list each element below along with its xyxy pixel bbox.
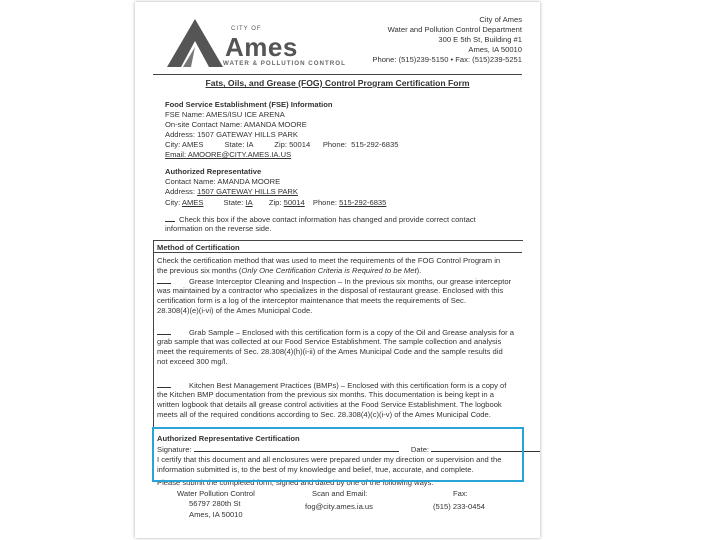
cert-statement-2: information submitted is, to the best of my knowledge and belief, true, accurate, and complete. bbox=[157, 465, 474, 474]
auth-rep-zip-label: Zip: bbox=[268, 198, 282, 207]
auth-rep-city-value: AMES bbox=[181, 198, 204, 207]
fse-city-line: City: AMES State: IA Zip: 50014 Phone: 515-292-6835 bbox=[165, 140, 399, 149]
option-kitchen-bmp-line: the Kitchen BMP documentation from the previous six months. This documentation is being kept in a bbox=[157, 390, 494, 399]
contact-changed-checkbox-line bbox=[165, 214, 476, 224]
submit-mail-title: Water Pollution Control bbox=[177, 489, 255, 498]
cert-heading: Authorized Representative Certification bbox=[157, 434, 300, 443]
option-kitchen-bmp-line: meets all of the required conditions according to Sec. 28.308(4)(c)(i-v) of the Ames Municipal Code. bbox=[157, 410, 491, 419]
certification-highlight bbox=[152, 427, 524, 482]
auth-rep-phone-label: Phone: bbox=[312, 198, 337, 207]
header-address-line: City of Ames bbox=[479, 15, 522, 24]
option-grease-interceptor-line: was maintained by a contractor who specializes in the disposal of restaurant grease. Enclosed with this bbox=[157, 286, 504, 295]
submit-fax-title: Fax: bbox=[453, 489, 468, 498]
auth-rep-address bbox=[165, 187, 298, 196]
auth-rep-phone-value: 515-292-6835 bbox=[339, 198, 387, 207]
city-of-ames-logo-icon bbox=[165, 17, 225, 69]
method-divider bbox=[153, 252, 522, 253]
onsite-contact: On-site Contact Name: AMANDA MOORE bbox=[165, 120, 307, 129]
method-intro-2a: the previous six months ( bbox=[157, 266, 242, 275]
option-kitchen-bmp-text: Kitchen Best Management Practices (BMPs) – Enclosed with this certification form is a copy of bbox=[189, 381, 507, 390]
auth-rep-state-value: IA bbox=[245, 198, 253, 207]
submit-instruction: Please submit the completed form, signed and dated by one of the following ways: bbox=[157, 478, 434, 487]
option-grease-interceptor-line: 28.308(4)(e)(i-vi) of the Ames Municipal Code. bbox=[157, 306, 313, 315]
auth-rep-contact: Contact Name: AMANDA MOORE bbox=[165, 177, 281, 186]
option-grab-sample-line: not exceed 300 mg/l. bbox=[157, 357, 228, 366]
auth-rep-address-value: 1507 GATEWAY HILLS PARK bbox=[197, 187, 298, 196]
option-grease-interceptor bbox=[157, 276, 511, 286]
form-title: Fats, Oils, and Grease (FOG) Control Program Certification Form bbox=[205, 78, 470, 88]
cert-statement-1: I certify that this document and all enclosures were prepared under my direction or supervision and the bbox=[157, 455, 502, 464]
cert-signature-label: Signature: bbox=[157, 445, 192, 454]
auth-rep-city-line bbox=[165, 198, 386, 207]
option-grease-interceptor-line: certification form is a log of the interceptor maintenance that meets the requirements of Sec. bbox=[157, 296, 466, 305]
submit-mail-line1: 56797 280th St bbox=[189, 499, 241, 508]
method-heading: Method of Certification bbox=[157, 243, 240, 252]
option-kitchen-bmp bbox=[157, 380, 506, 390]
cert-date-label: Date: bbox=[410, 445, 430, 454]
method-intro-2b: Only One Certification Criteria is Required to be Met bbox=[241, 266, 417, 275]
header-address bbox=[372, 15, 522, 65]
logo-tagline: WATER & POLLUTION CONTROL bbox=[223, 60, 346, 67]
header-divider bbox=[153, 74, 522, 75]
header-address-line: Phone: (515)239-5150 • Fax: (515)239-5251 bbox=[372, 55, 522, 64]
header-address-line: Water and Pollution Control Department bbox=[387, 25, 522, 34]
option-kitchen-bmp-checkbox[interactable] bbox=[157, 380, 171, 388]
option-grab-sample-text: Grab Sample – Enclosed with this certification form is a copy of the Oil and Grease analysis for a bbox=[189, 328, 514, 337]
option-grab-sample-line: grab sample that was collected at our Food Service Establishment. The sample collection and analysis bbox=[157, 337, 502, 346]
option-grab-sample-line: meet the requirements of Sec. 28.308(4)(h)(i-ii) of the Ames Municipal Code and the sample results did bbox=[157, 347, 503, 356]
fse-address: Address: 1507 GATEWAY HILLS PARK bbox=[165, 130, 298, 139]
contact-changed-text-2: information on the reverse side. bbox=[165, 224, 272, 233]
contact-changed-text: Check this box if the above contact information has changed and provide correct contact bbox=[179, 215, 476, 224]
auth-rep-zip-value: 50014 bbox=[283, 198, 305, 207]
logo-name: Ames bbox=[225, 32, 298, 62]
option-kitchen-bmp-line: written logbook that details all grease control activities at the Food Service Establishment. The logbook bbox=[157, 400, 502, 409]
auth-rep-address-label: Address: bbox=[165, 187, 195, 196]
submit-email-value[interactable]: fog@city.ames.ia.us bbox=[305, 502, 373, 511]
submit-mail-line2: Ames, IA 50010 bbox=[189, 510, 243, 519]
header-address-line: Ames, IA 50010 bbox=[468, 45, 522, 54]
method-intro-2 bbox=[157, 266, 421, 275]
submit-email-title: Scan and Email: bbox=[312, 489, 368, 498]
fse-email: Email: AMOORE@CITY.AMES.IA.US bbox=[165, 150, 292, 159]
header-address-line: 300 E 5th St, Building #1 bbox=[438, 35, 522, 44]
option-grease-interceptor-checkbox[interactable] bbox=[157, 276, 171, 284]
method-intro-2c: ). bbox=[416, 266, 422, 275]
contact-changed-checkbox[interactable] bbox=[165, 214, 175, 222]
option-grab-sample bbox=[157, 327, 514, 337]
logo-city-of: CITY OF bbox=[231, 26, 262, 32]
auth-rep-city-label: City: bbox=[165, 198, 181, 207]
method-intro-1: Check the certification method that was used to meet the requirements of the FOG Control Program in bbox=[157, 256, 501, 265]
option-grab-sample-checkbox[interactable] bbox=[157, 327, 171, 335]
fse-name: FSE Name: AMES/ISU ICE ARENA bbox=[165, 110, 285, 119]
fse-info-heading: Food Service Establishment (FSE) Information bbox=[165, 100, 333, 109]
auth-rep-state-label: State: bbox=[223, 198, 244, 207]
submit-fax-value: (515) 233-0454 bbox=[433, 502, 485, 511]
option-grease-interceptor-text: Grease Interceptor Cleaning and Inspection – In the previous six months, our grease interceptor bbox=[189, 277, 512, 286]
auth-rep-heading: Authorized Representative bbox=[165, 167, 262, 176]
